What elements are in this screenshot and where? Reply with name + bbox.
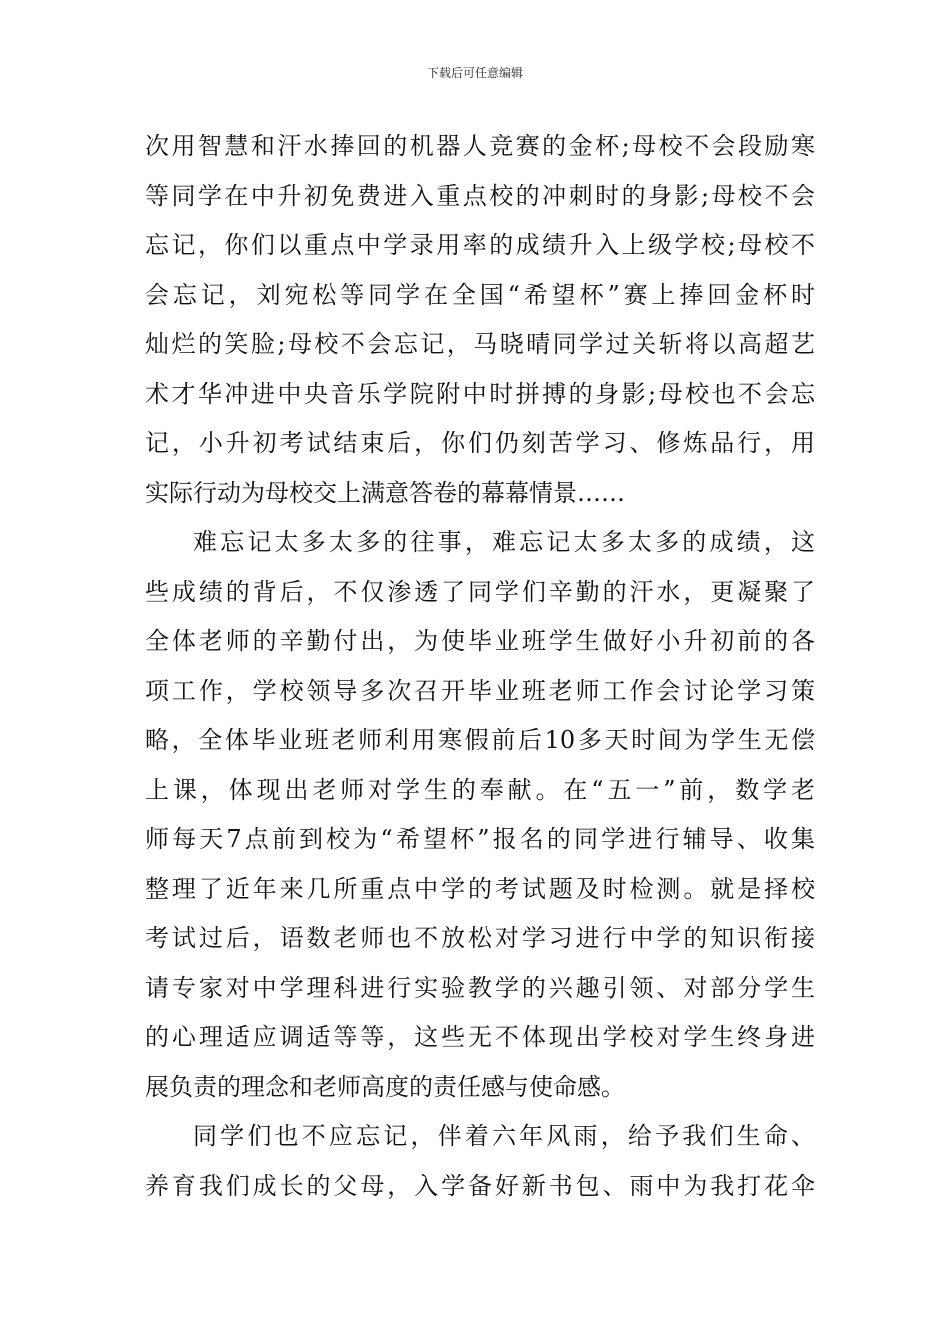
paragraph-1 — [145, 122, 815, 518]
text-line: 请专家对中学理科进行实验教学的兴趣引领、对部分学生 — [145, 973, 815, 1002]
text-line: 次用智慧和汗水捧回的机器人竞赛的金杯;母校不会段励寒 — [145, 132, 815, 160]
text-line: 忘记，你们以重点中学录用率的成绩升入上级学校;母校不 — [145, 231, 815, 259]
text-line: 记，小升初考试结束后，你们仍刻苦学习、修炼品行，用 — [145, 429, 815, 457]
text-line: 考试过后，语数老师也不放松对学习进行中学的知识衔接 — [145, 924, 815, 952]
text-line: 实际行动为母校交上满意答卷的幕幕情景…… — [145, 478, 625, 507]
text-line: 上课，体现出老师对学生的奉献。在“五一”前，数学老 — [145, 775, 815, 804]
text-line: 项工作，学校领导多次召开毕业班老师工作会讨论学习策 — [145, 676, 815, 705]
text-line: 整理了近年来几所重点中学的考试题及时检测。就是择校 — [145, 874, 815, 903]
text-line: 等同学在中升初免费进入重点校的冲刺时的身影;母校不会 — [145, 181, 815, 210]
text-line: 师每天7点前到校为“希望杯”报名的同学进行辅导、收集 — [145, 825, 815, 853]
text-line: 略，全体毕业班老师利用寒假前后10多天时间为学生无偿 — [145, 726, 815, 754]
paragraph-2 — [145, 518, 815, 1112]
page-header: 下载后可任意编辑 — [426, 66, 523, 80]
text-line: 同学们也不应忘记，伴着六年风雨，给予我们生命、 — [193, 1122, 815, 1150]
text-line: 灿烂的笑脸;母校不会忘记，马晓晴同学过关斩将以高超艺 — [145, 330, 815, 358]
text-line: 会忘记，刘宛松等同学在全国“希望杯”赛上捧回金杯时 — [145, 280, 815, 309]
paragraph-3 — [145, 1112, 815, 1211]
text-line: 全体老师的辛勤付出，为使毕业班学生做好小升初前的各 — [145, 627, 815, 655]
text-line: 养育我们成长的父母，入学备好新书包、雨中为我打花伞 — [145, 1171, 815, 1200]
text-line: 的心理适应调适等等，这些无不体现出学校对学生终身进 — [145, 1023, 815, 1051]
text-line: 展负责的理念和老师高度的责任感与使命感。 — [145, 1072, 625, 1101]
document-body — [145, 122, 815, 1211]
text-line: 术才华冲进中央音乐学院附中时拼搏的身影;母校也不会忘 — [145, 379, 815, 408]
text-line: 些成绩的背后，不仅渗透了同学们辛勤的汗水，更凝聚了 — [145, 577, 815, 606]
text-line: 难忘记太多太多的往事，难忘记太多太多的成绩，这 — [193, 528, 815, 556]
